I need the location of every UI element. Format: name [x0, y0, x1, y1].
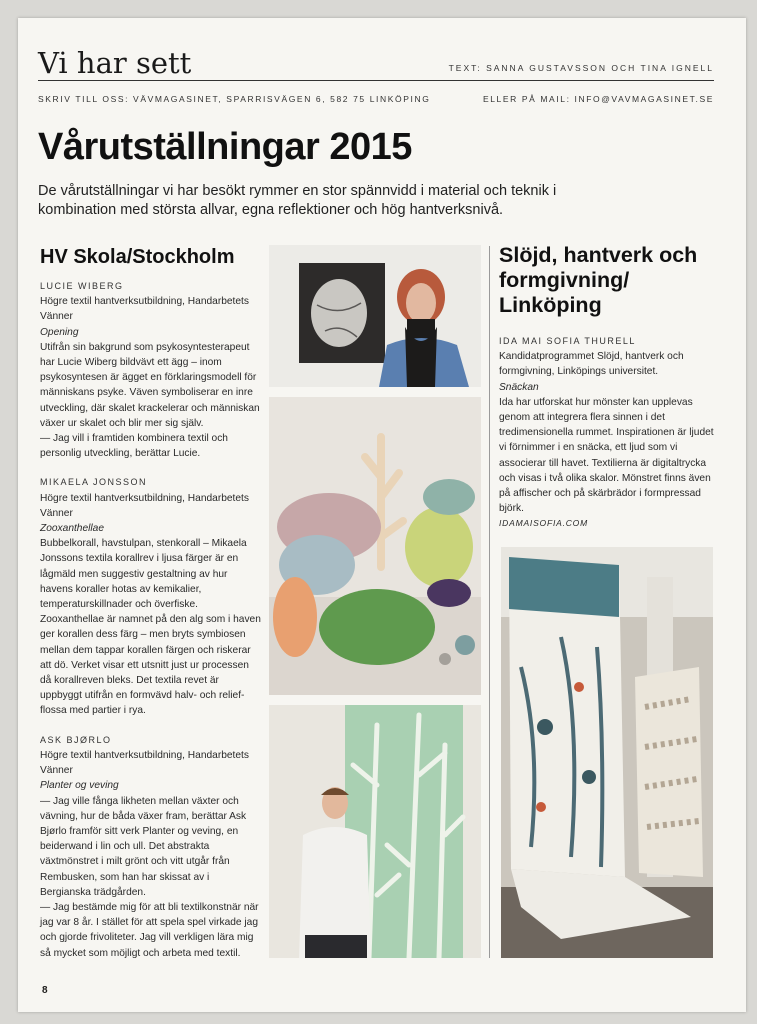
entry-text: Utifrån sin bakgrund som psykosyntesterapeut har Lucie Wiberg bildvävt ett ägg – inom psykosyntesen är ägget en förklaringsmodell för människans psyke. Väven symboliserar en inre utveckling, där skalet krackelerar och människan växer ur skalet och blir mer sig själv.: [40, 341, 260, 429]
entry-text: Ida har utforskat hur mönster kan upplevas genom att integrera flera sinnen i det tredimensionella rummet. Inspirationen är ljudet vi förnimmer i en snäcka, ett ljud som vi associerar till havet. Textilierna är digitaltrycka och visas i två olika skalor. Mönstret finns även på affischer och på skärbrädor i formpressad björk.: [499, 396, 714, 515]
contact-email: ELLER PÅ MAIL: INFO@VAVMAGASINET.SE: [482, 94, 714, 104]
photo-ask-bjorlo: [269, 705, 481, 958]
portrait-with-egg-weaving-image: [269, 245, 481, 387]
artist-name: LUCIE WIBERG: [40, 281, 124, 291]
magazine-page: [18, 18, 746, 1012]
artist-program: Högre textil hantverksutbildning, Handarbetets Vänner: [40, 749, 249, 777]
article-credits: TEXT: SANNA GUSTAVSSON OCH TINA IGNELL: [448, 63, 714, 73]
article-headline: Vårutställningar 2015: [38, 126, 412, 168]
coral-reef-textile-image: [269, 397, 481, 695]
entry-mikaela-jonsson: [40, 475, 262, 718]
contact-line: [38, 94, 714, 104]
page-number: 8: [42, 985, 48, 996]
entry-text: Bubbelkorall, havstulpan, stenkorall – Mikaela Jonssons textila korallrev i ljusa färger är en lågmäld men suggestiv gestaltning av hur havens koraller hotas av kemikalier, temperaturskillnader och överfiske. Zooxanthellae är namnet på den alg som i haven ger korallen dess färg – men bryts symbiosen mellan dem tappar korallen färgen och riskerar att dö. Verket visar ett utsnitt just ur processen då korallreven bleks. Det textila revet är uppbyggt utifrån en formvävd halv- och relief-flossa med partier i rya.: [40, 538, 261, 717]
artist-program: Högre textil hantverksutbildning, Handarbetets Vänner: [40, 492, 249, 519]
photo-coral-reef: [269, 397, 481, 695]
column-hv-skola: [40, 245, 262, 975]
artist-program: Högre textil hantverksutbildning, Handarbetets Vänner: [40, 296, 249, 323]
artist-name: IDA MAI SOFIA THURELL: [499, 336, 636, 346]
photo-lucie-wiberg: [269, 245, 481, 387]
artist-program: Kandidatprogrammet Slöjd, hantverk och formgivning, Linköpings universitet.: [499, 351, 684, 378]
entry-text: — Jag ville fånga likheten mellan växter och vävning, hur de båda växer fram, berättar Ask Bjørlo framför sitt verk Planter og veving, en beiderwand i lin och ull. Det abstrakta växtmönstret i milt grönt och vitt utgår från Rembusken, som han har skissat av i Bergianska trädgården.: [40, 795, 247, 898]
column-linkoping: [499, 243, 714, 532]
header-rule: [38, 80, 714, 81]
entry-quote: — Jag vill i framtiden kombinera textil och personlig utveckling, berättar Lucie.: [40, 433, 228, 460]
plant-weaving-with-artist-image: [269, 705, 481, 958]
section-title: Vi har sett: [38, 46, 192, 80]
work-title: Planter og veving: [40, 780, 119, 792]
exhibition-hall-prints-image: [501, 547, 713, 958]
work-title: Zooxanthellae: [40, 523, 105, 535]
column-heading: HV Skola/Stockholm: [40, 246, 235, 268]
article-intro: De vårutställningar vi har besökt rymmer en stor spännvidd i material och teknik i kombination med största allvar, egna reflektioner och hög hantverksnivå.: [38, 183, 557, 218]
artist-website: IDAMAISOFIA.COM: [499, 518, 588, 529]
artist-name: MIKAELA JONSSON: [40, 477, 148, 488]
work-title: Opening: [40, 326, 79, 338]
work-title: Snäckan: [499, 381, 539, 393]
entry-quote: — Jag bestämde mig för att bli textilkonstnär när jag var 8 år. I stället för att spela spel virkade jag och gjorde frivoliteter. Jag vill verkligen lära mig så mycket som möjligt och arbeta med textil.: [40, 901, 259, 959]
photo-snackan: [501, 547, 713, 958]
column-divider: [489, 246, 490, 958]
entry-ask-bjorlo: [40, 733, 262, 961]
entry-lucie-wiberg: [40, 279, 262, 461]
column-heading: Slöjd, hantverk och formgivning/ Linköping: [499, 243, 698, 317]
contact-address: SKRIV TILL OSS: VÄVMAGASINET, SPARRISVÄGEN 6, 582 75 LINKÖPING: [38, 94, 431, 104]
artist-name: ASK BJØRLO: [40, 734, 112, 745]
